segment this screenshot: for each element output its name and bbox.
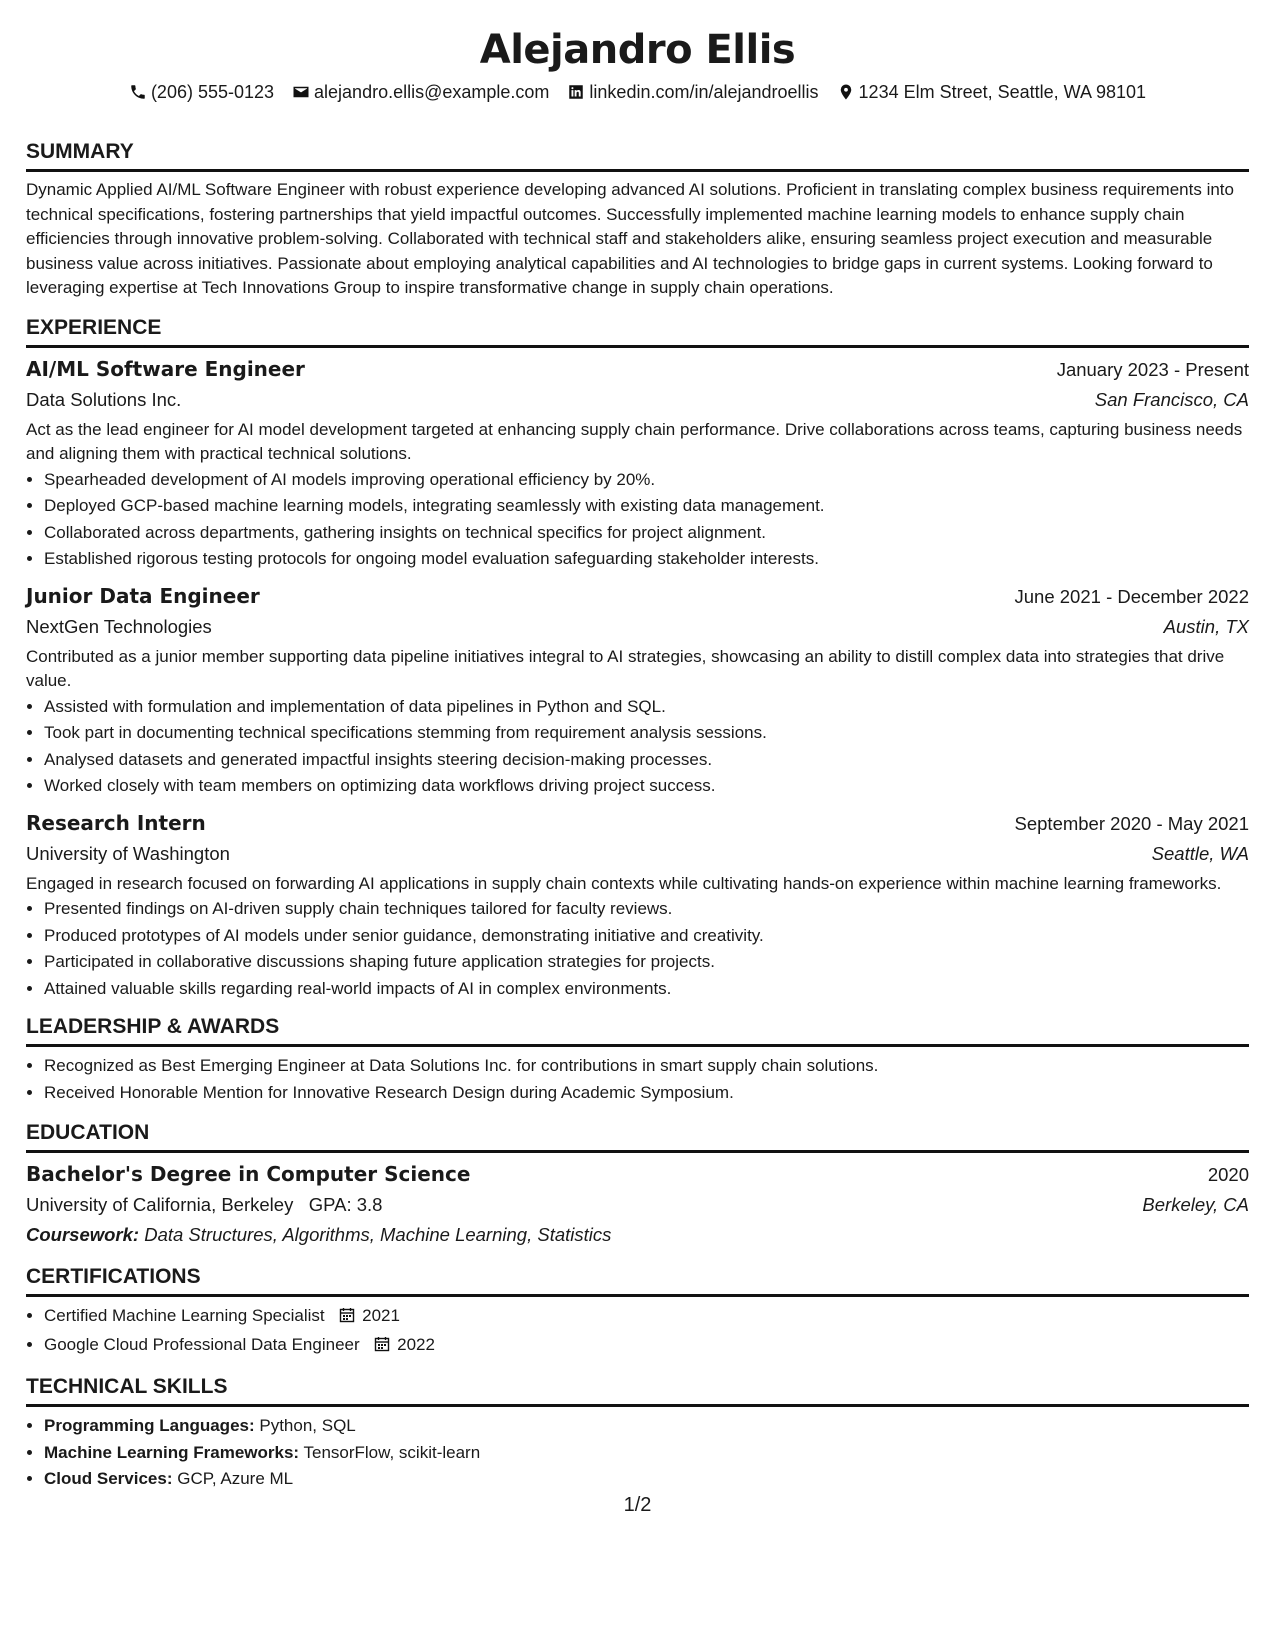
list-item: • Analysed datasets and generated impactful insights steering decision-making processes.: [44, 747, 1249, 774]
list-item: • Deployed GCP-based machine learning models, integrating seamlessly with existing data management.: [44, 493, 1249, 520]
list-item: • Received Honorable Mention for Innovative Research Design during Academic Symposium.: [44, 1080, 1249, 1107]
list-item: • Worked closely with team members on optimizing data workflows driving project success.: [44, 773, 1249, 800]
skill-value: GCP, Azure ML: [177, 1469, 294, 1488]
leadership-section: [26, 1014, 1249, 1106]
job-dates: September 2020 - May 2021: [1014, 812, 1249, 834]
school-location: Berkeley, CA: [1142, 1194, 1249, 1215]
linkedin-icon: [567, 83, 585, 101]
skill-label: Machine Learning Frameworks:: [44, 1442, 300, 1462]
experience-section: [26, 315, 1249, 1003]
list-item: [44, 1303, 1249, 1332]
job-location: Austin, TX: [1163, 615, 1249, 637]
job-description: Contributed as a junior member supporting data pipeline initiatives integral to AI strategies, showcasing an ability to distill complex data into strategies that drive value.: [26, 646, 1225, 690]
list-item: • Assisted with formulation and implementation of data pipelines in Python and SQL.: [44, 694, 1249, 721]
section-title: EDUCATION: [26, 1120, 1249, 1153]
section-title: TECHNICAL SKILLS: [26, 1374, 1249, 1407]
job-entry: [26, 808, 1249, 1003]
coursework-line: [26, 1220, 1249, 1250]
section-title: CERTIFICATIONS: [26, 1264, 1249, 1297]
school-name: University of California, Berkeley: [26, 1194, 294, 1215]
certifications-section: [26, 1264, 1249, 1360]
job-bullets: [26, 694, 1249, 800]
linkedin-link[interactable]: linkedin.com/in/alejandroellis: [589, 82, 819, 102]
job-description: Act as the lead engineer for AI model development targeted at enhancing supply chain performance. Drive collaborations across teams, capturing business needs and aligning them with practical technical solutions.: [26, 419, 1243, 463]
page-number: 1/2: [623, 1494, 652, 1516]
list-item: [44, 1332, 1249, 1361]
job-dates: June 2021 - December 2022: [1014, 585, 1249, 607]
section-title: SUMMARY: [26, 139, 1249, 172]
coursework-text: Data Structures, Algorithms, Machine Learning, Statistics: [144, 1224, 612, 1245]
education-section: [26, 1120, 1249, 1250]
job-dates: January 2023 - Present: [1056, 358, 1249, 380]
candidate-name: Alejandro Ellis: [479, 27, 796, 73]
section-title: LEADERSHIP & AWARDS: [26, 1014, 1249, 1047]
contact-linkedin[interactable]: [567, 79, 818, 105]
certification-name: Google Cloud Professional Data Engineer: [44, 1334, 360, 1354]
job-location: San Francisco, CA: [1094, 388, 1249, 410]
contact-phone: [129, 79, 274, 105]
job-title: Junior Data Engineer: [26, 583, 260, 608]
contact-address: [837, 79, 1147, 105]
certification-name: Certified Machine Learning Specialist: [44, 1306, 325, 1325]
gpa: GPA: 3.8: [308, 1194, 383, 1215]
address-text: 1234 Elm Street, Seattle, WA 98101: [858, 82, 1147, 102]
certifications-list: [26, 1303, 1249, 1360]
job-bullets: [26, 467, 1249, 573]
job-entry: [26, 354, 1249, 573]
job-title: AI/ML Software Engineer: [26, 356, 305, 381]
list-item: • Took part in documenting technical specifications stemming from requirement analysis sessions.: [44, 720, 1249, 747]
skills-list: [26, 1413, 1249, 1493]
job-entry: [26, 581, 1249, 800]
skills-section: [26, 1374, 1249, 1493]
job-title: Research Intern: [26, 810, 206, 835]
skill-value: TensorFlow, scikit-learn: [303, 1442, 481, 1462]
list-item: • Spearheaded development of AI models improving operational efficiency by 20%.: [44, 467, 1249, 494]
email-link[interactable]: alejandro.ellis@example.com: [314, 82, 550, 102]
calendar-icon: [339, 1305, 355, 1332]
skill-label: Cloud Services:: [44, 1469, 173, 1488]
job-description: Engaged in research focused on forwarding AI applications in supply chain contexts while cultivating hands-on experience within machine learning frameworks.: [26, 873, 1222, 893]
envelope-icon: [292, 83, 310, 101]
list-item: • Participated in collaborative discussions shaping future application strategies for projects.: [44, 949, 1249, 976]
job-bullets: [26, 896, 1249, 1002]
company-name: NextGen Technologies: [26, 615, 212, 637]
calendar-icon: [374, 1334, 390, 1361]
certification-year: 2022: [397, 1334, 435, 1354]
skill-value: Python, SQL: [259, 1416, 356, 1435]
list-item: • Recognized as Best Emerging Engineer at Data Solutions Inc. for contributions in smart supply chain solutions.: [44, 1053, 1249, 1080]
list-item: [44, 1466, 1249, 1493]
list-item: [44, 1440, 1249, 1467]
awards-list: [26, 1053, 1249, 1106]
company-name: Data Solutions Inc.: [26, 388, 182, 410]
skill-label: Programming Languages:: [44, 1416, 255, 1435]
list-item: • Attained valuable skills regarding real-world impacts of AI in complex environments.: [44, 976, 1249, 1003]
degree-title: Bachelor's Degree in Computer Science: [26, 1162, 471, 1186]
resume-page: [26, 0, 1249, 1493]
contact-bar: [26, 79, 1249, 105]
job-location: Seattle, WA: [1151, 842, 1249, 864]
list-item: • Presented findings on AI-driven supply chain techniques tailored for faculty reviews.: [44, 896, 1249, 923]
list-item: [44, 1413, 1249, 1440]
phone-icon: [129, 83, 147, 101]
certification-year: 2021: [362, 1306, 400, 1325]
school-line: [26, 1190, 382, 1220]
section-title: EXPERIENCE: [26, 315, 1249, 348]
map-pin-icon: [837, 83, 855, 101]
list-item: • Collaborated across departments, gathering insights on technical specifics for project alignment.: [44, 520, 1249, 547]
summary-text: Dynamic Applied AI/ML Software Engineer with robust experience developing advanced AI solutions. Proficient in translating complex business requirements into technical specifications, fostering partnerships that yield impactful outcomes. Successfully implemented machine learning models to enhance supply chain efficiencies through innovative problem-solving. Collaborated with technical staff and stakeholders alike, ensuring seamless project execution and measurable business value across initiatives. Passionate about employing analytical capabilities and AI technologies to bridge gaps in current systems. Looking forward to leveraging expertise at Tech Innovations Group to inspire transformative change in supply chain operations.: [26, 180, 1234, 297]
phone-text: (206) 555-0123: [150, 82, 275, 102]
contact-email[interactable]: [292, 79, 549, 105]
list-item: • Produced prototypes of AI models under senior guidance, demonstrating initiative and creativity.: [44, 923, 1249, 950]
company-name: University of Washington: [26, 842, 230, 864]
graduation-year: 2020: [1207, 1164, 1249, 1185]
coursework-label: Coursework:: [26, 1224, 140, 1245]
list-item: • Established rigorous testing protocols for ongoing model evaluation safeguarding stakeholder interests.: [44, 546, 1249, 573]
summary-section: [26, 139, 1249, 301]
